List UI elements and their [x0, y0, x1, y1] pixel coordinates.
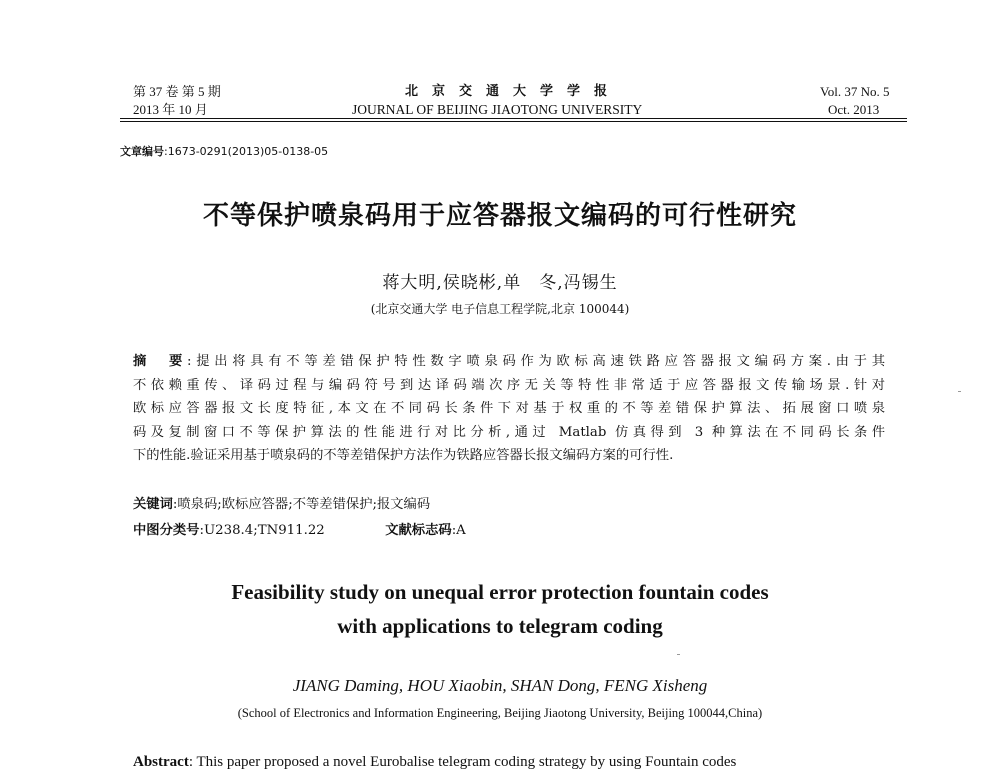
- keywords-label: 关键词: [133, 497, 173, 512]
- volume-issue-en: Vol. 37 No. 5: [820, 84, 890, 99]
- paper-title-en-line-2: with applications to telegram coding: [337, 614, 663, 638]
- abstract-cn-label: 摘 要: [133, 354, 188, 369]
- abstract-cn-line-5: 下的性能.验证采用基于喷泉码的不等差错保护方法作为铁路应答器长报文编码方案的可行性.: [133, 448, 674, 463]
- abstract-cn-text-1: :提出将具有不等差错保护特性数字喷泉码作为欧标高速铁路应答器报文编码方案.由于其: [187, 354, 885, 369]
- date-cn: 2013 年 10 月: [133, 102, 208, 117]
- paper-title-en: [0, 575, 1000, 643]
- clc-value: :U238.4;TN911.22: [199, 523, 325, 538]
- article-number: [120, 143, 328, 159]
- paper-title-en-line-1: Feasibility study on unequal error protection fountain codes: [231, 580, 769, 604]
- paper-title-cn: 不等保护喷泉码用于应答器报文编码的可行性研究: [202, 201, 797, 231]
- scan-speck: [958, 391, 961, 392]
- header-rule-top: [120, 118, 907, 119]
- journal-name-cn: 北京交通大学学报: [405, 84, 622, 99]
- article-number-value: :1673-0291(2013)05-0138-05: [164, 145, 329, 158]
- affiliation-en: (School of Electronics and Information Engineering, Beijing Jiaotong University, Beijing 100044,China): [237, 706, 763, 720]
- abstract-cn-line-4: 码及复制窗口不等保护算法的性能进行对比分析,通过 Matlab 仿真得到 3 种算法在不同码长条件: [133, 424, 885, 440]
- header-rule-bottom: [120, 121, 907, 122]
- abstract-cn-line-2: 不依赖重传、译码过程与编码符号到达译码端次序无关等特性非常适于应答器报文传输场景.针对: [133, 377, 885, 393]
- classification-row: [133, 519, 466, 538]
- doc-code-value: :A: [451, 523, 466, 538]
- clc-label: 中图分类号: [133, 523, 200, 538]
- article-number-label: 文章编号: [120, 145, 164, 158]
- abstract-cn-line-3: 欧标应答器报文长度特征,本文在不同码长条件下对基于权重的不等差错保护算法、拓展窗口喷泉: [133, 401, 885, 416]
- keywords-cn: [133, 493, 430, 512]
- abstract-cn: [133, 350, 885, 468]
- doc-code-label: 文献标志码: [385, 523, 452, 538]
- journal-name-en: JOURNAL OF BEIJING JIAOTONG UNIVERSITY: [352, 102, 643, 117]
- volume-issue-cn: 第 37 卷 第 5 期: [133, 84, 221, 99]
- abstract-en: [133, 754, 893, 772]
- authors-en: JIANG Daming, HOU Xiaobin, SHAN Dong, FENG Xisheng: [292, 676, 708, 695]
- abstract-en-text: : This paper proposed a novel Eurobalise telegram coding strategy by using Fountain codes: [188, 754, 737, 770]
- affiliation-cn: (北京交通大学 电子信息工程学院,北京 100044): [370, 302, 630, 316]
- abstract-en-label: Abstract: [133, 754, 189, 770]
- date-en: Oct. 2013: [828, 102, 880, 117]
- abstract-cn-line-1: [133, 350, 885, 374]
- authors-cn: 蒋大明,侯晓彬,单 冬,冯锡生: [382, 273, 618, 293]
- keywords-value: :喷泉码;欧标应答器;不等差错保护;报文编码: [172, 497, 431, 512]
- scan-speck: [677, 654, 680, 655]
